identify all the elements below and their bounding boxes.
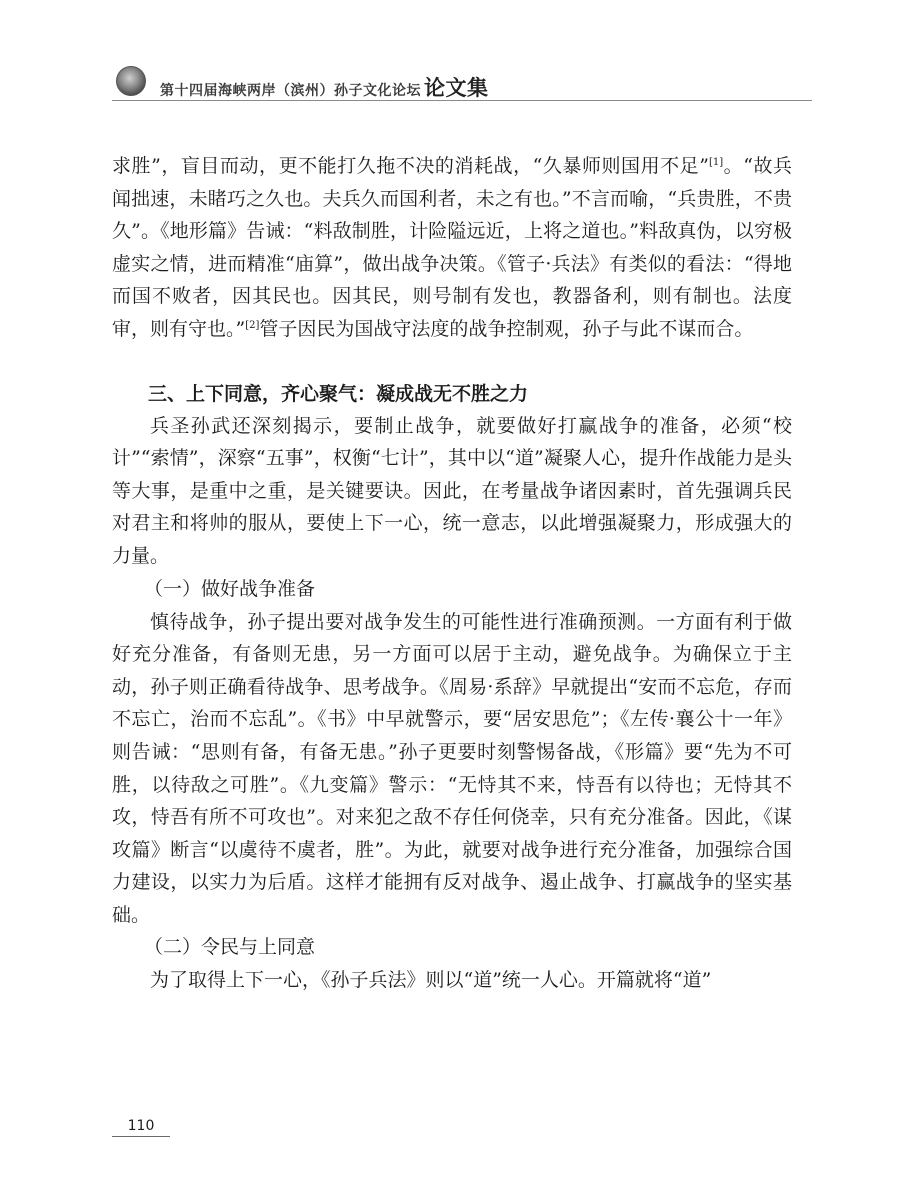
page-body <box>112 150 792 997</box>
header-title-emphasis: 论文集 <box>424 76 489 100</box>
running-header <box>112 62 812 101</box>
paragraph-3: 慎待战争，孙子提出要对战争发生的可能性进行准确预测。一方面有利于做好充分准备，有备则无患，另一方面可以居于主动，避免战争。为确保立于主动，孙子则正确看待战争、思考战争。《周易·系辞》早就提出“安而不忘危，存而不忘亡，治而不忘乱”。《书》中早就警示，要“居安思危”；《左传·襄公十一年》则告诫：“思则有备，有备无患。”孙子更要时刻警惕备战，《形篇》要“先为不可胜，以待敌之可胜”。《九变篇》警示：“无恃其不来，恃吾有以待也；无恃其不攻，恃吾有所不可攻也”。对来犯之敌不存任何侥幸，只有充分准备。因此，《谋攻篇》断言“以虞待不虞者，胜”。为此，就要对战争进行充分准备，加强综合国力建设，以实力为后盾。这样才能拥有反对战争、遏止战争、打赢战争的坚实基础。 <box>112 610 792 926</box>
header-title <box>160 72 489 102</box>
header-title-text: 第十四届海峡两岸（滨州）孙子文化论坛 <box>160 83 421 99</box>
subheading-2: （二）令民与上同意 <box>144 936 316 959</box>
paragraph-1-part-b: 。“故兵闻拙速，未睹巧之久也。夫兵久而国利者，未之有也。”不言而喻，“兵贵胜，不贵久”。《地形篇》告诫：“料敌制胜，计险隘远近，上将之道也。”料敌真伪，以穷极虚实之情，进而精准“庙算”，做出战争决策。《管子·兵法》有类似的看法：“得地而国不败者，因其民也。因其民，则号制有发也，教器备利，则有制也。法度审，则有守也。” <box>112 155 792 340</box>
forum-seal-icon <box>116 66 146 96</box>
page-number: 110 <box>112 1118 170 1137</box>
footnote-ref-1: [1] <box>708 157 724 168</box>
section-heading: 三、上下同意，齐心聚气：凝成战无不胜之力 <box>148 382 529 405</box>
paragraph-1-part-a: 求胜”，盲目而动，更不能打久拖不决的消耗战，“久暴师则国用不足” <box>112 155 709 177</box>
paragraph-2: 兵圣孙武还深刻揭示，要制止战争，就要做好打赢战争的准备，必须“校计”“索情”，深察“五事”，权衡“七计”，其中以“道”凝聚人心，提升作战能力是头等大事，是重中之重，是关键要诀。因此，在考量战争诸因素时，首先强调兵民对君主和将帅的服从，要使上下一心，统一意志，以此增强凝聚力，形成强大的力量。 <box>112 414 792 567</box>
subheading-1: （一）做好战争准备 <box>144 577 316 600</box>
paragraph-1-part-c: 管子因民为国战守法度的战争控制观，孙子与此不谋而合。 <box>259 317 754 340</box>
footnote-ref-2: [2] <box>245 319 260 331</box>
paragraph-4: 为了取得上下一心，《孙子兵法》则以“道”统一人心。开篇就将“道” <box>150 969 712 992</box>
paragraph-1 <box>112 150 792 346</box>
